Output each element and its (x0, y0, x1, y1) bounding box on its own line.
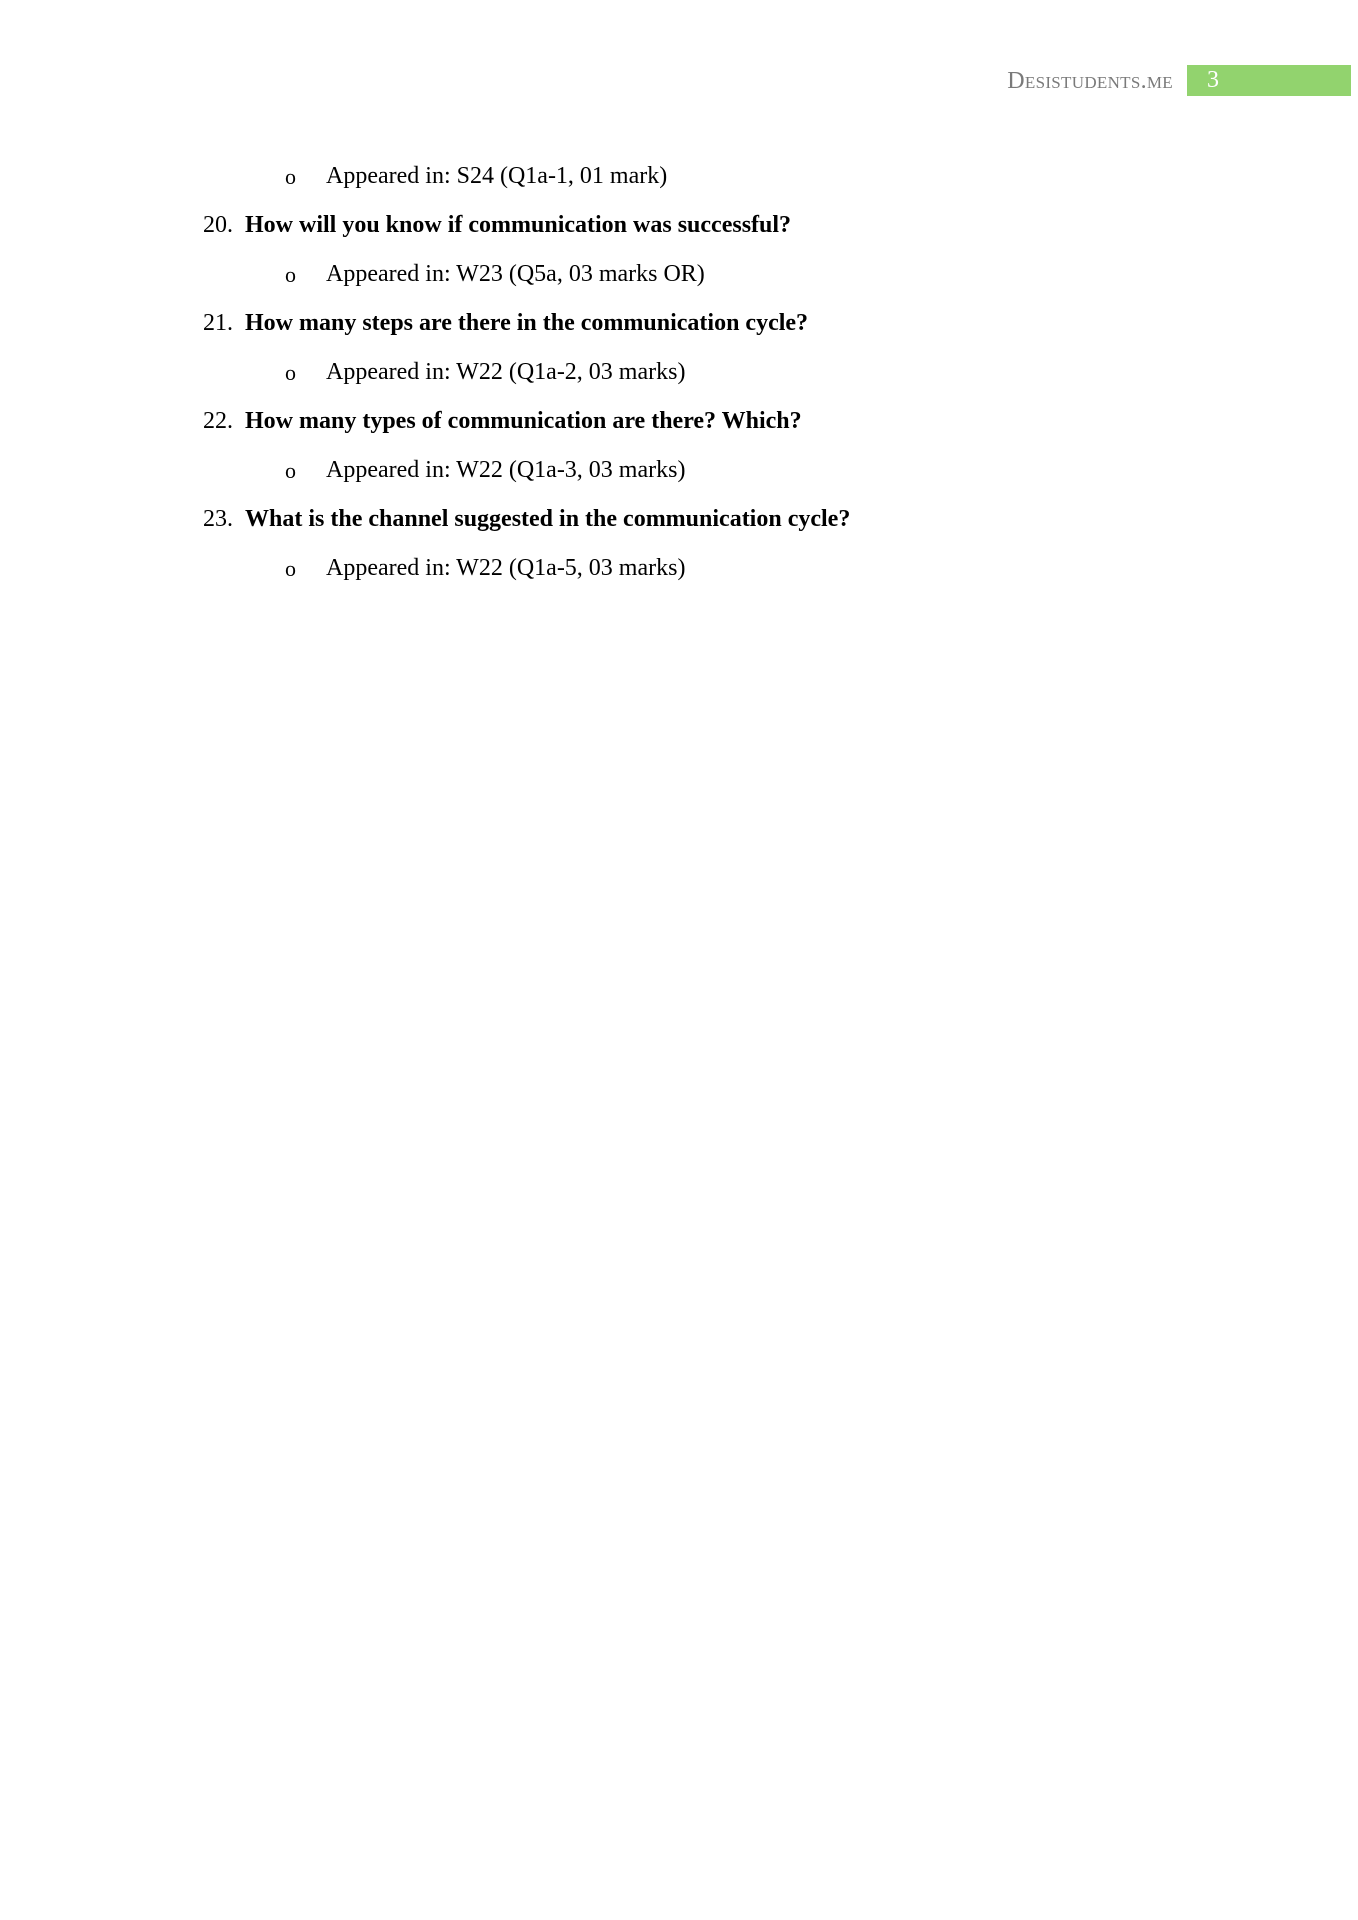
question-text: How many types of communication are there? Which? (245, 408, 802, 434)
page-header (0, 65, 1358, 97)
page-number: 3 (1207, 67, 1219, 93)
question-number: 22. (203, 408, 233, 434)
bullet-icon: o (285, 164, 296, 189)
site-name: Desistudents.me (1007, 68, 1173, 94)
appearance-text: Appeared in: W23 (Q5a, 03 marks OR) (326, 261, 705, 287)
sub-item (0, 552, 1358, 601)
question-item (0, 307, 1358, 356)
bullet-icon: o (285, 262, 296, 287)
question-text: How will you know if communication was successful? (245, 212, 792, 238)
appearance-text: Appeared in: W22 (Q1a-3, 03 marks) (326, 457, 686, 483)
sub-item (0, 160, 1358, 209)
question-item (0, 503, 1358, 552)
sub-item (0, 258, 1358, 307)
page-number-badge (1187, 65, 1351, 96)
question-item (0, 405, 1358, 454)
sub-item (0, 356, 1358, 405)
bullet-icon: o (285, 458, 296, 483)
appearance-text: Appeared in: W22 (Q1a-2, 03 marks) (326, 359, 686, 385)
question-number: 20. (203, 212, 233, 238)
question-number: 21. (203, 310, 233, 336)
bullet-icon: o (285, 360, 296, 385)
question-text: How many steps are there in the communication cycle? (245, 310, 809, 336)
sub-item (0, 454, 1358, 503)
question-text: What is the channel suggested in the communication cycle? (245, 506, 851, 532)
appearance-text: Appeared in: S24 (Q1a-1, 01 mark) (326, 163, 668, 189)
appearance-text: Appeared in: W22 (Q1a-5, 03 marks) (326, 555, 686, 581)
bullet-icon: o (285, 556, 296, 581)
question-number: 23. (203, 506, 233, 532)
question-item (0, 209, 1358, 258)
question-list (0, 160, 1358, 601)
